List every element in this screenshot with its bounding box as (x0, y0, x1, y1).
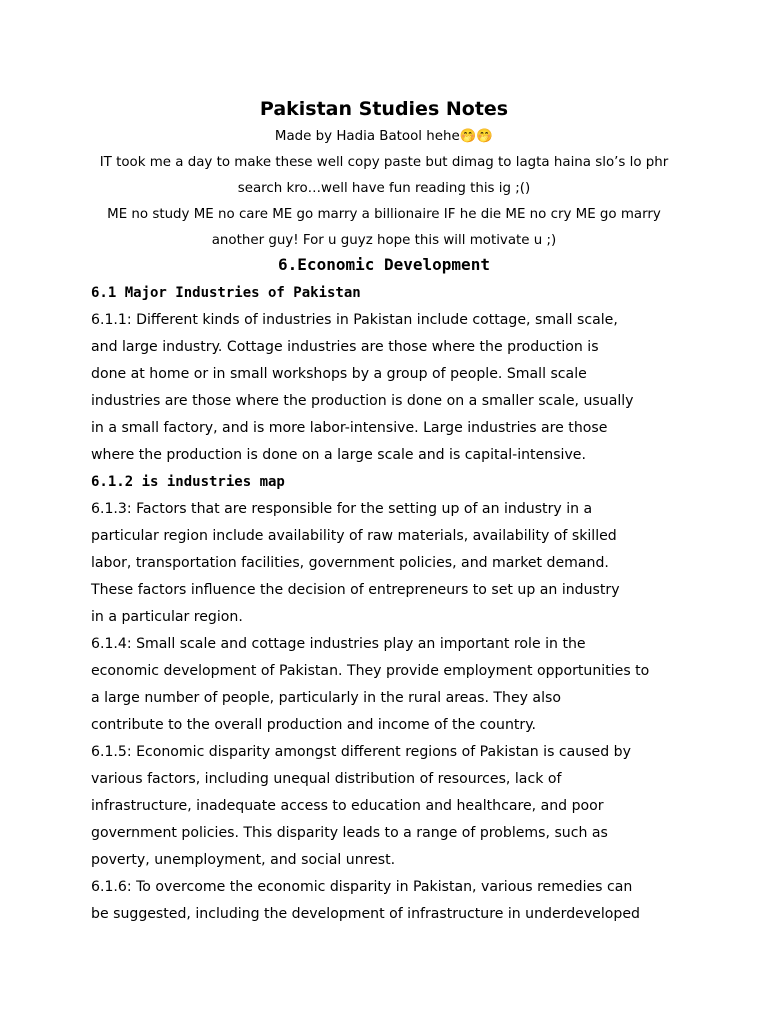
body-line: government policies. This disparity leads to a range of problems, such as (91, 825, 608, 841)
body-line: in a small factory, and is more labor-intensive. Large industries are those (91, 420, 608, 436)
intro-line: ME no study ME no care ME go marry a billionaire IF he die ME no cry ME go marry (107, 207, 661, 222)
body-line: These factors influence the decision of entrepreneurs to set up an industry (91, 582, 620, 598)
body-line: contribute to the overall production and income of the country. (91, 717, 537, 733)
body-line: 6.1.3: Factors that are responsible for the setting up of an industry in a (91, 501, 593, 517)
body-line: where the production is done on a large scale and is capital-intensive. (91, 447, 586, 463)
body-line: labor, transportation facilities, government policies, and market demand. (91, 555, 609, 571)
body-line: economic development of Pakistan. They provide employment opportunities to (91, 663, 650, 679)
body-line: 6.1.1: Different kinds of industries in Pakistan include cottage, small scale, (91, 312, 618, 328)
section-heading: 6.1 Major Industries of Pakistan (91, 285, 361, 301)
intro-line: another guy! For u guyz hope this will motivate u ;) (211, 233, 557, 248)
intro-line: search kro…well have fun reading this ig ;() (237, 181, 531, 196)
body-line: various factors, including unequal distribution of resources, lack of (91, 771, 562, 787)
body-line: industries are those where the production is done on a smaller scale, usually (91, 393, 634, 409)
body-line: poverty, unemployment, and social unrest. (91, 852, 396, 868)
body-line: a large number of people, particularly in the rural areas. They also (91, 690, 561, 706)
chapter-title: 6.Economic Development (278, 255, 490, 274)
body-text (91, 280, 691, 928)
body-line: 6.1.4: Small scale and cottage industries play an important role in the (91, 636, 586, 652)
body-line: in a particular region. (91, 609, 243, 625)
body-line: done at home or in small workshops by a group of people. Small scale (91, 366, 587, 382)
body-line: 6.1.5: Economic disparity amongst different regions of Pakistan is caused by (91, 744, 631, 760)
body-line: be suggested, including the development of infrastructure in underdeveloped (91, 906, 640, 922)
document-title: Pakistan Studies Notes (259, 98, 509, 120)
body-line: particular region include availability of raw materials, availability of skilled (91, 528, 617, 544)
body-line: 6.1.6: To overcome the economic disparity in Pakistan, various remedies can (91, 879, 633, 895)
intro-line: IT took me a day to make these well copy paste but dimag to lagta haina slo’s lo phr (99, 155, 669, 170)
section-heading: 6.1.2 is industries map (91, 474, 285, 490)
body-line: and large industry. Cottage industries are those where the production is (91, 339, 599, 355)
body-line: infrastructure, inadequate access to education and healthcare, and poor (91, 798, 604, 814)
intro-block (80, 124, 688, 254)
intro-line: Made by Hadia Batool hehe🤭🤭 (274, 129, 494, 144)
